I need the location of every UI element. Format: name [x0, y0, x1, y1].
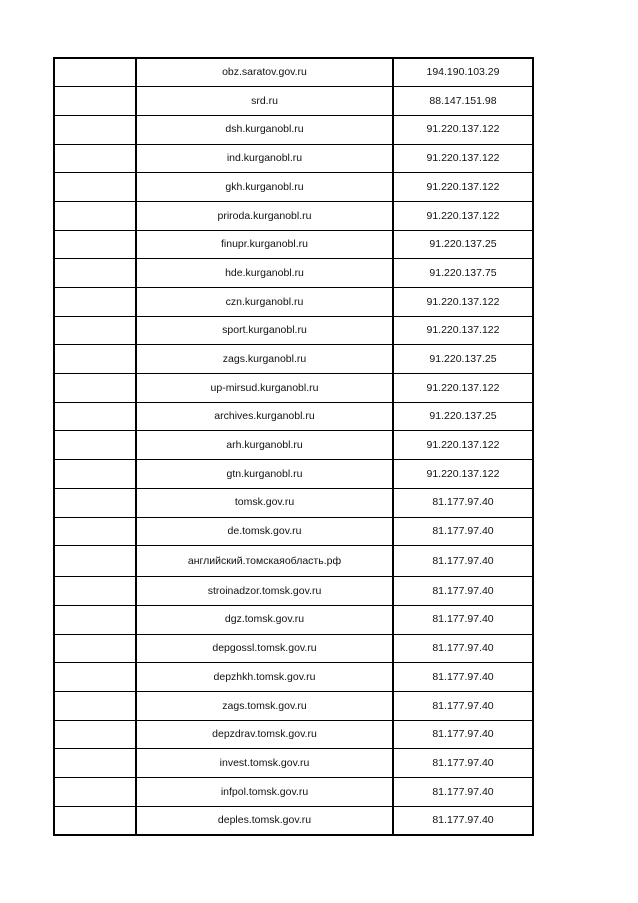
ip-address-cell: 81.177.97.40	[393, 546, 533, 577]
domain-cell: depzhkh.tomsk.gov.ru	[136, 663, 393, 692]
domain-cell: arh.kurganobl.ru	[136, 431, 393, 460]
ip-address-cell: 81.177.97.40	[393, 749, 533, 778]
ip-address-cell: 91.220.137.25	[393, 345, 533, 374]
row-number-cell	[54, 749, 136, 778]
ip-address-cell: 91.220.137.122	[393, 144, 533, 173]
row-number-cell	[54, 115, 136, 144]
domain-cell: finupr.kurganobl.ru	[136, 230, 393, 259]
table-row	[54, 144, 533, 173]
domain-cell: zags.kurganobl.ru	[136, 345, 393, 374]
row-number-cell	[54, 288, 136, 317]
domain-ip-table	[53, 57, 534, 836]
domain-cell: obz.saratov.gov.ru	[136, 58, 393, 87]
domain-cell: tomsk.gov.ru	[136, 488, 393, 517]
ip-address-cell: 81.177.97.40	[393, 517, 533, 546]
ip-address-cell: 91.220.137.122	[393, 201, 533, 230]
row-number-cell	[54, 230, 136, 259]
domain-cell: deples.tomsk.gov.ru	[136, 806, 393, 835]
domain-cell: srd.ru	[136, 87, 393, 116]
ip-address-cell: 91.220.137.122	[393, 374, 533, 403]
row-number-cell	[54, 806, 136, 835]
ip-address-cell: 88.147.151.98	[393, 87, 533, 116]
row-number-cell	[54, 663, 136, 692]
table-row	[54, 663, 533, 692]
row-number-cell	[54, 87, 136, 116]
domain-cell: dsh.kurganobl.ru	[136, 115, 393, 144]
domain-cell: hde.kurganobl.ru	[136, 259, 393, 288]
ip-address-cell: 81.177.97.40	[393, 720, 533, 749]
row-number-cell	[54, 316, 136, 345]
row-number-cell	[54, 144, 136, 173]
table-row	[54, 115, 533, 144]
table-row	[54, 173, 533, 202]
domain-cell: gtn.kurganobl.ru	[136, 460, 393, 489]
table-row	[54, 634, 533, 663]
table-row	[54, 374, 533, 403]
ip-address-cell: 91.220.137.122	[393, 431, 533, 460]
row-number-cell	[54, 201, 136, 230]
table-row	[54, 316, 533, 345]
domain-cell: английский.томскаяобласть.рф	[136, 546, 393, 577]
ip-address-cell: 91.220.137.122	[393, 173, 533, 202]
table-row	[54, 58, 533, 87]
row-number-cell	[54, 259, 136, 288]
table-row	[54, 230, 533, 259]
ip-address-cell: 81.177.97.40	[393, 691, 533, 720]
row-number-cell	[54, 546, 136, 577]
ip-address-cell: 81.177.97.40	[393, 663, 533, 692]
table-body	[54, 58, 533, 835]
row-number-cell	[54, 488, 136, 517]
ip-address-cell: 91.220.137.25	[393, 230, 533, 259]
domain-cell: sport.kurganobl.ru	[136, 316, 393, 345]
ip-address-cell: 91.220.137.122	[393, 460, 533, 489]
row-number-cell	[54, 778, 136, 807]
row-number-cell	[54, 58, 136, 87]
table-row	[54, 259, 533, 288]
table-row	[54, 720, 533, 749]
table-row	[54, 201, 533, 230]
row-number-cell	[54, 173, 136, 202]
row-number-cell	[54, 374, 136, 403]
table-row	[54, 806, 533, 835]
ip-address-cell: 81.177.97.40	[393, 634, 533, 663]
row-number-cell	[54, 634, 136, 663]
domain-cell: gkh.kurganobl.ru	[136, 173, 393, 202]
domain-cell: depgossl.tomsk.gov.ru	[136, 634, 393, 663]
table-row	[54, 460, 533, 489]
domain-cell: infpol.tomsk.gov.ru	[136, 778, 393, 807]
ip-address-cell: 81.177.97.40	[393, 605, 533, 634]
table-row	[54, 605, 533, 634]
ip-address-cell: 194.190.103.29	[393, 58, 533, 87]
row-number-cell	[54, 345, 136, 374]
table-row	[54, 288, 533, 317]
table-row	[54, 345, 533, 374]
domain-cell: archives.kurganobl.ru	[136, 402, 393, 431]
ip-address-cell: 81.177.97.40	[393, 577, 533, 606]
domain-cell: invest.tomsk.gov.ru	[136, 749, 393, 778]
table-row	[54, 402, 533, 431]
row-number-cell	[54, 460, 136, 489]
domain-cell: stroinadzor.tomsk.gov.ru	[136, 577, 393, 606]
row-number-cell	[54, 720, 136, 749]
domain-cell: czn.kurganobl.ru	[136, 288, 393, 317]
domain-cell: depzdrav.tomsk.gov.ru	[136, 720, 393, 749]
table-row	[54, 517, 533, 546]
table-row	[54, 431, 533, 460]
ip-address-cell: 91.220.137.122	[393, 115, 533, 144]
row-number-cell	[54, 691, 136, 720]
table-row	[54, 488, 533, 517]
row-number-cell	[54, 517, 136, 546]
table-row	[54, 691, 533, 720]
table-row	[54, 577, 533, 606]
table-row	[54, 546, 533, 577]
row-number-cell	[54, 577, 136, 606]
domain-cell: dgz.tomsk.gov.ru	[136, 605, 393, 634]
domain-cell: priroda.kurganobl.ru	[136, 201, 393, 230]
row-number-cell	[54, 431, 136, 460]
ip-address-cell: 91.220.137.75	[393, 259, 533, 288]
ip-address-cell: 81.177.97.40	[393, 778, 533, 807]
domain-cell: de.tomsk.gov.ru	[136, 517, 393, 546]
table-row	[54, 87, 533, 116]
ip-address-cell: 91.220.137.122	[393, 288, 533, 317]
domain-cell: ind.kurganobl.ru	[136, 144, 393, 173]
table-row	[54, 749, 533, 778]
ip-address-cell: 91.220.137.25	[393, 402, 533, 431]
table-row	[54, 778, 533, 807]
row-number-cell	[54, 605, 136, 634]
domain-cell: zags.tomsk.gov.ru	[136, 691, 393, 720]
row-number-cell	[54, 402, 136, 431]
ip-address-cell: 81.177.97.40	[393, 806, 533, 835]
ip-address-cell: 91.220.137.122	[393, 316, 533, 345]
ip-address-cell: 81.177.97.40	[393, 488, 533, 517]
domain-cell: up-mirsud.kurganobl.ru	[136, 374, 393, 403]
